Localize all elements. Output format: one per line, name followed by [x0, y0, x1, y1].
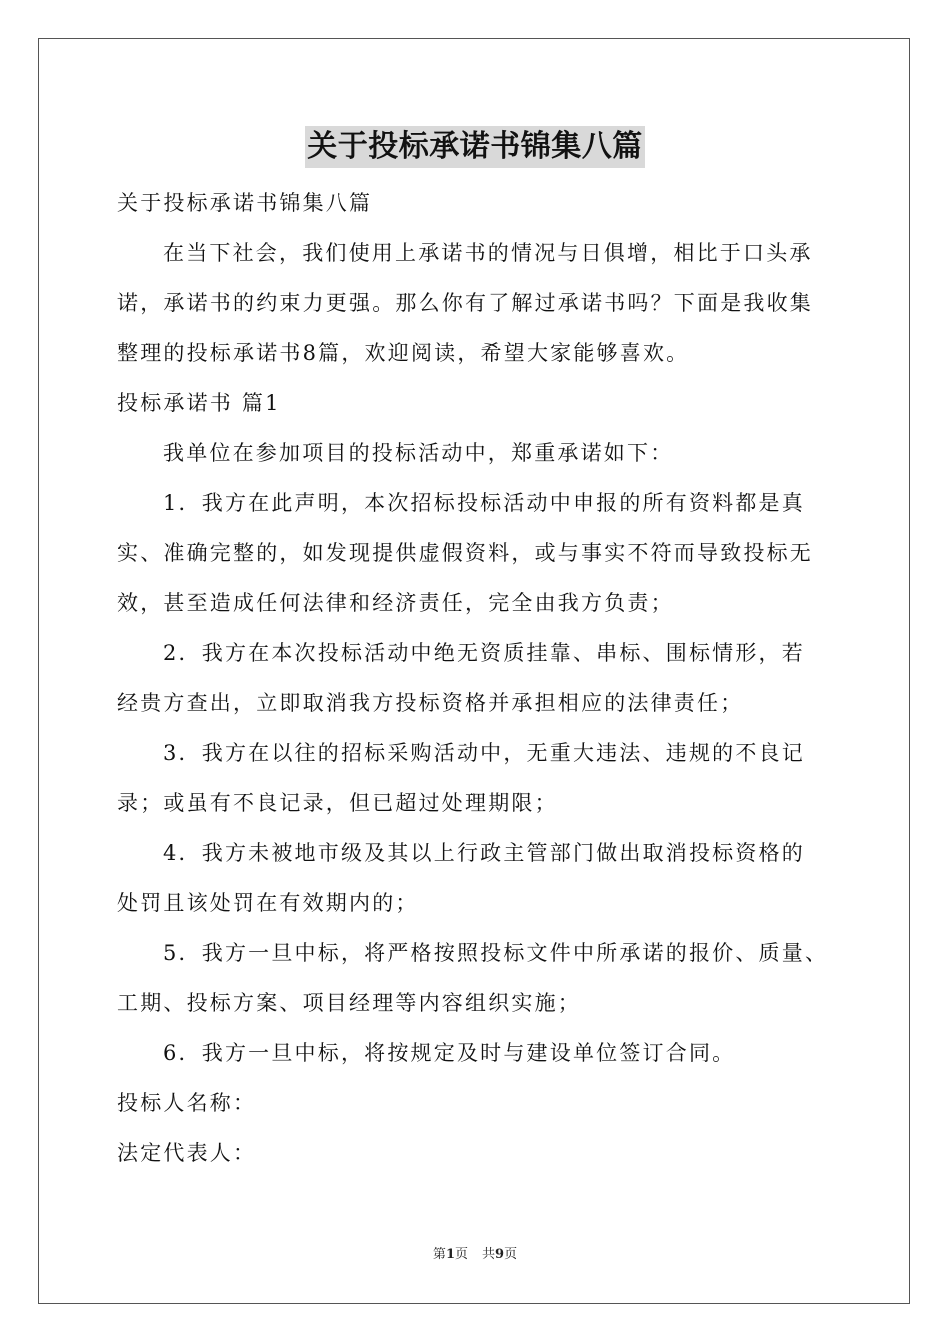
- footer-page-current: 1: [445, 1247, 455, 1262]
- paragraph-line: 2．我方在本次投标活动中绝无资质挂靠、串标、围标情形，若: [163, 641, 805, 665]
- footer-total-prefix: 共: [482, 1247, 496, 1262]
- paragraph-line: 投标人名称：: [117, 1091, 257, 1115]
- paragraph-line: 在当下社会，我们使用上承诺书的情况与日俱增，相比于口头承: [163, 241, 813, 265]
- paragraph-line: 处罚且该处罚在有效期内的；: [117, 891, 419, 915]
- footer-page-suffix: 页: [454, 1247, 468, 1262]
- footer-page-total: 9: [495, 1247, 505, 1262]
- paragraph-line: 法定代表人：: [117, 1141, 257, 1165]
- document-title: 关于投标承诺书锦集八篇: [305, 126, 645, 168]
- paragraph-line: 6．我方一旦中标，将按规定及时与建设单位签订合同。: [163, 1041, 736, 1065]
- paragraph-line: 关于投标承诺书锦集八篇: [117, 191, 373, 215]
- paragraph-line: 录；或虽有不良记录，但已超过处理期限；: [117, 791, 558, 815]
- paragraph-line: 3．我方在以往的招标采购活动中，无重大违法、违规的不良记: [163, 741, 805, 765]
- paragraph-line: 投标承诺书 篇1: [117, 391, 281, 415]
- paragraph-line: 工期、投标方案、项目经理等内容组织实施；: [117, 991, 581, 1015]
- paragraph-line: 我单位在参加项目的投标活动中，郑重承诺如下：: [163, 441, 674, 465]
- title-container: [0, 126, 950, 168]
- paragraph-line: 1．我方在此声明，本次招标投标活动中申报的所有资料都是真: [163, 491, 805, 515]
- page-footer: [0, 1245, 950, 1265]
- paragraph-line: 经贵方查出，立即取消我方投标资格并承担相应的法律责任；: [117, 691, 744, 715]
- paragraph-line: 5．我方一旦中标，将严格按照投标文件中所承诺的报价、质量、: [163, 941, 829, 965]
- footer-total-suffix: 页: [504, 1247, 518, 1262]
- paragraph-line: 效，甚至造成任何法律和经济责任，完全由我方负责；: [117, 591, 674, 615]
- document-body: [117, 178, 837, 1178]
- paragraph-line: 实、准确完整的，如发现提供虚假资料，或与事实不符而导致投标无: [117, 541, 813, 565]
- paragraph-line: 4．我方未被地市级及其以上行政主管部门做出取消投标资格的: [163, 841, 805, 865]
- paragraph-line: 诺，承诺书的约束力更强。那么你有了解过承诺书吗？下面是我收集: [117, 291, 813, 315]
- paragraph-line: 整理的投标承诺书8篇，欢迎阅读，希望大家能够喜欢。: [117, 341, 690, 365]
- footer-page-prefix: 第: [432, 1247, 446, 1262]
